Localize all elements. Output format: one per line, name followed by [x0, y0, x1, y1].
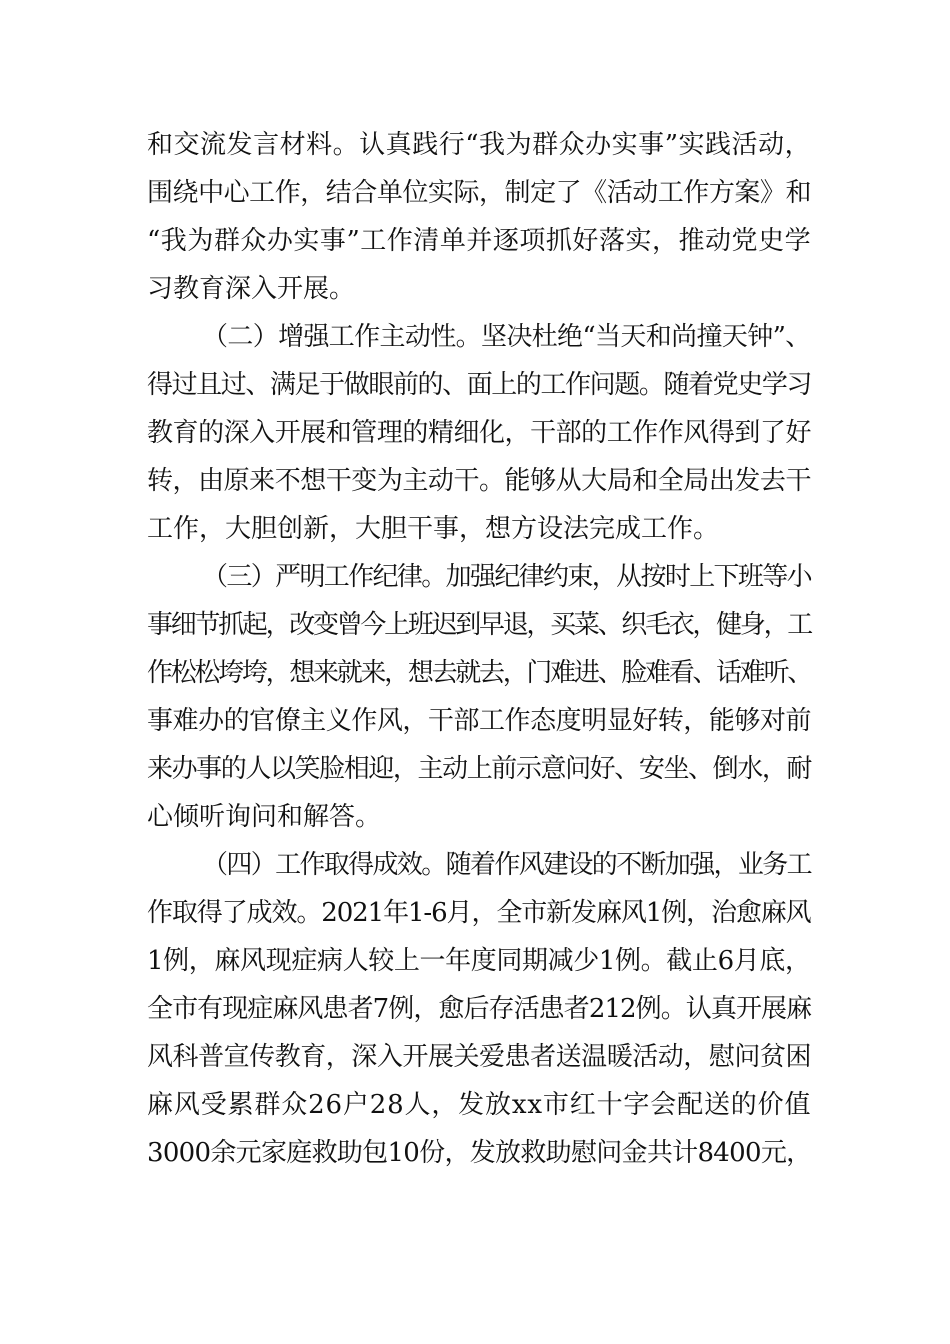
- line-text: 和交流发言材料。认真践行“我为群众办实事”实践活动，: [147, 130, 812, 160]
- line-text: 教育的深入开展和管理的精细化，干部的工作作风得到了好: [147, 418, 812, 448]
- line-text: 风科普宣传教育，深入开展关爱患者送温暖活动，慰问贫困: [147, 1042, 812, 1072]
- text-line: [147, 265, 811, 313]
- line-text: 围绕中心工作，结合单位实际，制定了《活动工作方案》和: [147, 178, 812, 208]
- line-text: 3000余元家庭救助包10份，发放救助慰问金共计8400元，: [147, 1138, 812, 1168]
- line-text: （三）严明工作纪律。加强纪律约束，从按时上下班等小: [202, 562, 812, 592]
- line-text: 麻风受累群众26户28人，发放xx市红十字会配送的价值: [147, 1090, 812, 1120]
- line-text: 事细节抓起，改变曾今上班迟到早退，买菜、织毛衣，健身，工: [147, 610, 812, 640]
- text-line: [147, 457, 811, 505]
- line-text: 工作，大胆创新，大胆干事，想方设法完成工作。: [147, 514, 720, 544]
- line-text: 1例，麻风现症病人较上一年度同期减少1例。截止6月底，: [147, 946, 811, 976]
- text-line: [147, 1033, 811, 1081]
- text-line: [147, 1129, 811, 1177]
- text-line: [147, 601, 811, 649]
- line-text: 作取得了成效。2021年1-6月，全市新发麻风1例，治愈麻风: [147, 898, 811, 928]
- line-text: （二）增强工作主动性。坚决杜绝“当天和尚撞天钟”、: [202, 322, 811, 352]
- document-body: [147, 121, 811, 1177]
- line-text: 习教育深入开展。: [147, 274, 356, 304]
- line-text: 事难办的官僚主义作风，干部工作态度明显好转，能够对前: [147, 706, 812, 736]
- line-text: 作松松垮垮，想来就来，想去就去，门难进、脸难看、话难听、: [147, 658, 812, 688]
- line-text: 全市有现症麻风患者7例，愈后存活患者212例。认真开展麻: [147, 994, 812, 1024]
- text-line: [147, 505, 811, 553]
- paragraph-heading-line: [147, 553, 811, 601]
- text-line: [147, 985, 811, 1033]
- text-line: [147, 169, 811, 217]
- line-text: “我为群众办实事”工作清单并逐项抓好落实，推动党史学: [147, 226, 812, 256]
- text-line: [147, 793, 811, 841]
- paragraph-heading-line: [147, 841, 811, 889]
- text-line: [147, 409, 811, 457]
- text-line: [147, 361, 811, 409]
- line-text: 得过且过、满足于做眼前的、面上的工作问题。随着党史学习: [147, 370, 812, 400]
- text-line: [147, 649, 811, 697]
- line-text: 心倾听询问和解答。: [147, 802, 382, 832]
- text-line: [147, 697, 811, 745]
- line-text: 转，由原来不想干变为主动干。能够从大局和全局出发去干: [147, 466, 812, 496]
- text-line: [147, 889, 811, 937]
- text-line: [147, 937, 811, 985]
- line-text: 来办事的人以笑脸相迎，主动上前示意问好、安坐、倒水，耐: [147, 754, 812, 784]
- line-text: （四）工作取得成效。随着作风建设的不断加强，业务工: [202, 850, 812, 880]
- text-line: [147, 121, 811, 169]
- text-line: [147, 745, 811, 793]
- text-line: [147, 217, 811, 265]
- text-line: [147, 1081, 811, 1129]
- paragraph-heading-line: [147, 313, 811, 361]
